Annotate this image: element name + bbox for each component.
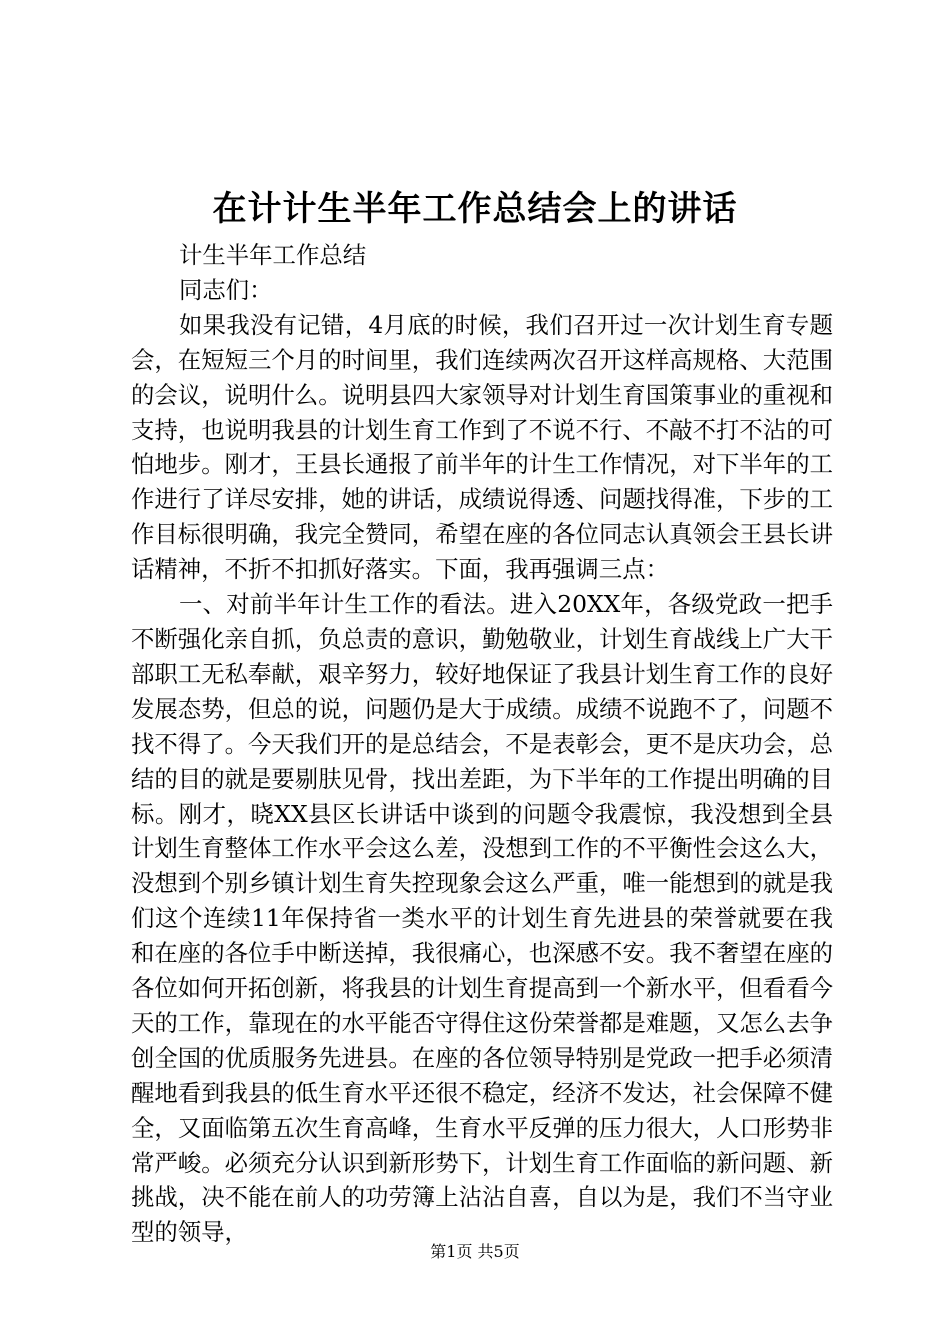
subtitle-paragraph: 计生半年工作总结 [179,241,367,269]
body-paragraph: 如果我没有记错，4月底的时候，我们召开过一次计划生育专题会，在短短三个月的时间里，我们连续两次召开这样高规格、大范围的会议，说明什么。说明县四大家领导对计划生育国策事业的重视和支持，也说明我县的计划生育工作到了不说不行、不敲不打不沾的可怕地步。刚才，王县长通报了前半年的计生工作情况，对下半年的工作进行了详尽安排，她的讲话，成绩说得透、问题找得准，下步的工作目标很明确，我完全赞同，希望在座的各位同志认真领会王县长讲话精神，不折不扣抓好落实。下面，我再强调三点： [131,310,833,584]
salutation-paragraph: 同志们： [179,275,273,304]
document-body [131,238,833,1250]
page-footer: 第1页 共5页 [430,1242,520,1261]
document-title: 在计计生半年工作总结会上的讲话 [212,189,738,229]
body-paragraph: 一、对前半年计生工作的看法。进入20XX年，各级党政一把手不断强化亲自抓，负总责的意识，勤勉敬业，计划生育战线上广大干部职工无私奉献，艰辛努力，较好地保证了我县计划生育工作的良好发展态势，但总的说，问题仍是大于成绩。成绩不说跑不了，问题不找不得了。今天我们开的是总结会，不是表彰会，更不是庆功会，总结的目的就是要剔肤见骨，找出差距，为下半年的工作提出明确的目标。刚才，晓XX县区长讲话中谈到的问题令我震惊，我没想到全县计划生育整体工作水平会这么差，没想到工作的不平衡性会这么大，没想到个别乡镇计划生育失控现象会这么严重，唯一能想到的就是我们这个连续11年保持省一类水平的计划生育先进县的荣誉就要在我和在座的各位手中断送掉，我很痛心，也深感不安。我不奢望在座的各位如何开拓创新，将我县的计划生育提高到一个新水平，但看看今天的工作，靠现在的水平能否守得住这份荣誉都是难题，又怎么去争创全国的优质服务先进县。在座的各位领导特别是党政一把手必须清醒地看到我县的低生育水平还很不稳定，经济不发达，社会保障不健全，又面临第五次生育高峰，生育水平反弹的压力很大，人口形势非常严峻。必须充分认识到新形势下，计划生育工作面临的新问题、新挑战，决不能在前人的功劳簿上沾沾自喜，自以为是，我们不当守业型的领导， [131,590,833,1247]
